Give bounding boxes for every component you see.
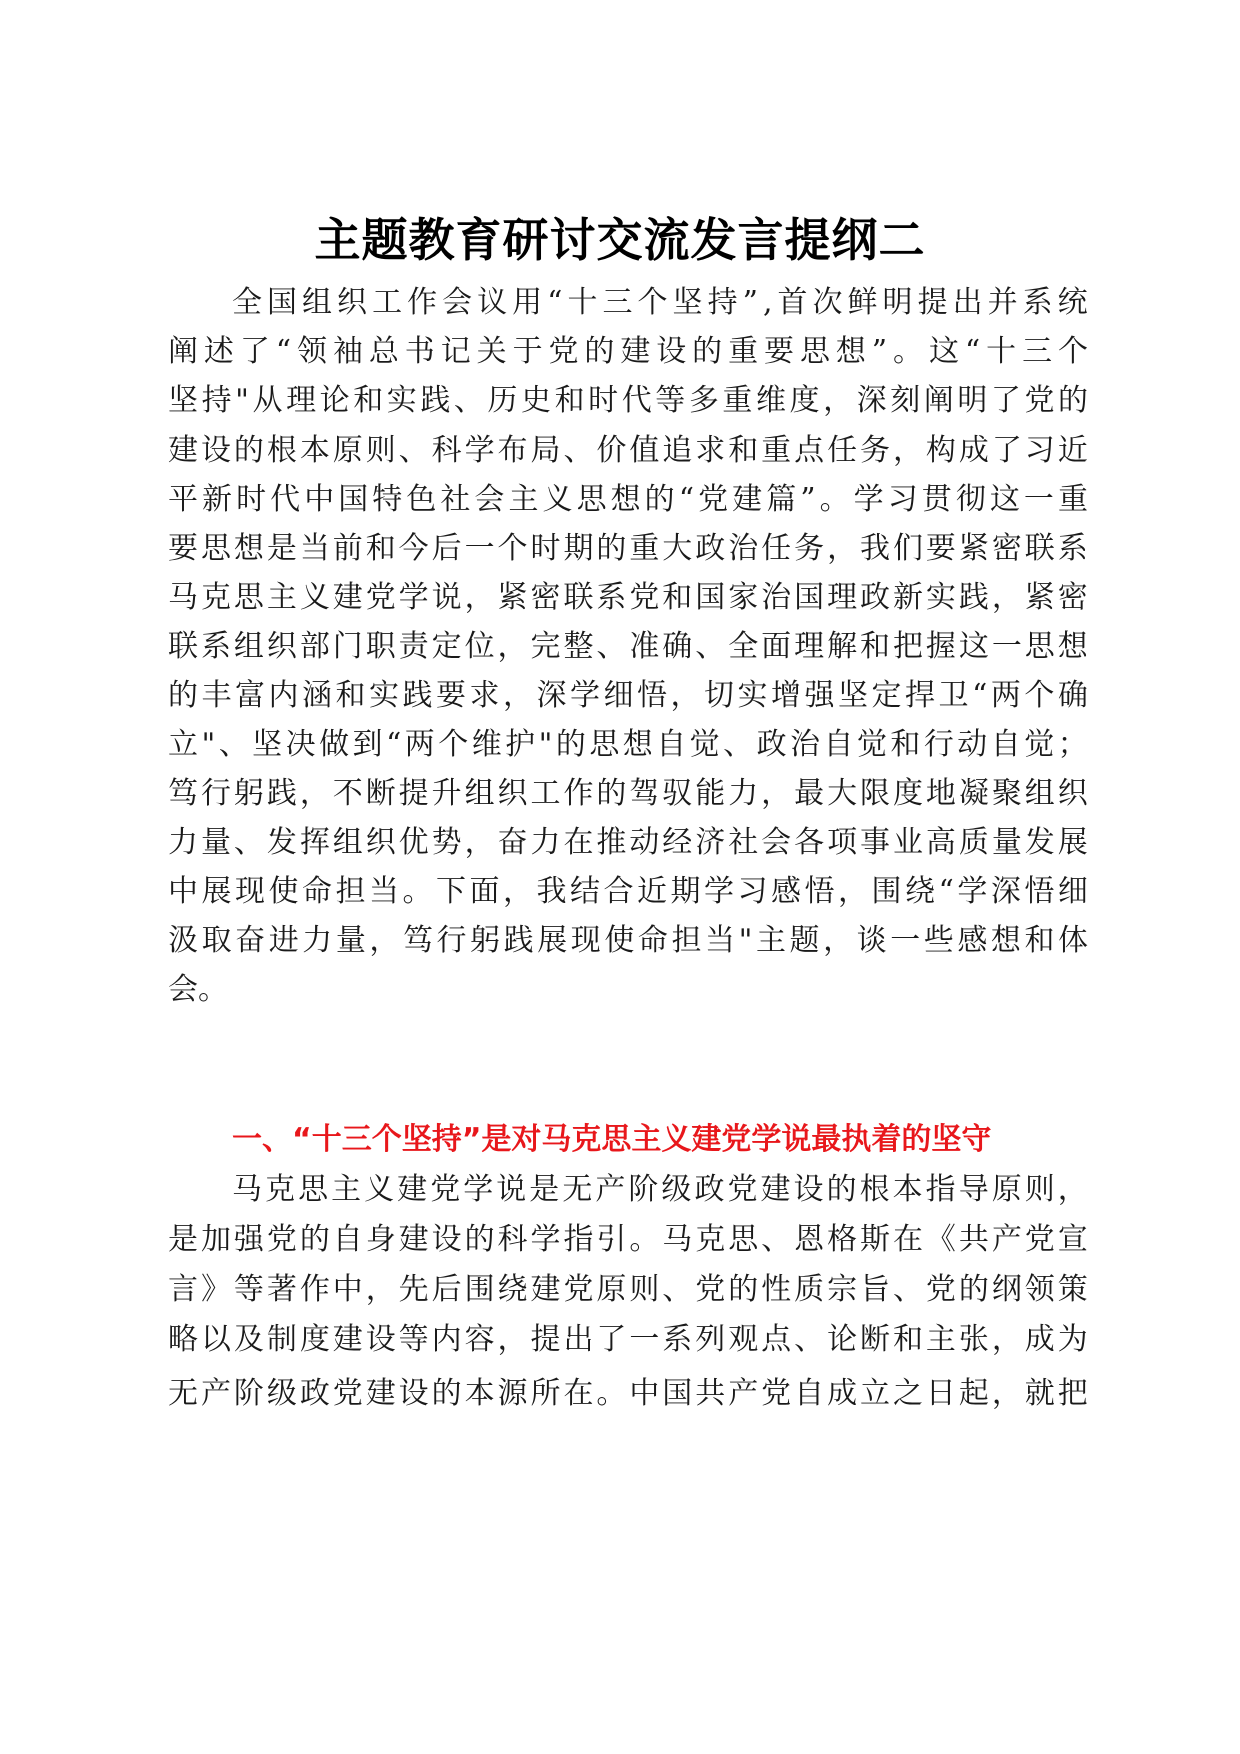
text-line: 全 国 组 织 工 作 会 议 用 “ 十 三 个 坚 持 ” , 首 次 鲜 明 提 出 并 系 统 bbox=[232, 285, 1088, 320]
document-title: 主题教育研讨交流发言提纲二 bbox=[314, 213, 926, 267]
text-line: 坚 持 " 从 理 论 和 实 践 、 历 史 和 时 代 等 多 重 维 度 ， 深 刻 阐 明 了 党 的 bbox=[168, 383, 1088, 418]
text-line: 力 量 、 发 挥 组 织 优 势 ， 奋 力 在 推 动 经 济 社 会 各 项 事 业 高 质 量 发 展 bbox=[168, 825, 1088, 860]
text-line: 联 系 组 织 部 门 职 责 定 位 ， 完 整 、 准 确 、 全 面 理 解 和 把 握 这 一 思 想 bbox=[168, 629, 1088, 664]
text-line: 马 克 思 主 义 建 党 学 说 是 无 产 阶 级 政 党 建 设 的 根 本 指 导 原 则 ， bbox=[232, 1172, 1088, 1207]
text-line: 平 新 时 代 中 国 特 色 社 会 主 义 思 想 的 “ 党 建 篇 ” 。 学 习 贯 彻 这 一 重 bbox=[168, 482, 1088, 517]
text-line: 马 克 思 主 义 建 党 学 说 ， 紧 密 联 系 党 和 国 家 治 国 理 政 新 实 践 ， 紧 密 bbox=[168, 580, 1088, 615]
text-line: 汲 取 奋 进 力 量 ， 笃 行 躬 践 展 现 使 命 担 当 " 主 题 ， 谈 一 些 感 想 和 体 bbox=[168, 923, 1088, 958]
text-line: 中 展 现 使 命 担 当 。 下 面 ， 我 结 合 近 期 学 习 感 悟 ， 围 绕 “ 学 深 悟 细 bbox=[168, 874, 1088, 909]
text-line: 言 》 等 著 作 中 ， 先 后 围 绕 建 党 原 则 、 党 的 性 质 宗 旨 、 党 的 纲 领 策 bbox=[168, 1272, 1088, 1307]
text-line: 略 以 及 制 度 建 设 等 内 容 ， 提 出 了 一 系 列 观 点 、 论 断 和 主 张 ， 成 为 bbox=[168, 1322, 1088, 1357]
text-line: 要 思 想 是 当 前 和 今 后 一 个 时 期 的 重 大 政 治 任 务 ， 我 们 要 紧 密 联 系 bbox=[168, 531, 1088, 566]
text-line: 无 产 阶 级 政 党 建 设 的 本 源 所 在 。 中 国 共 产 党 自 成 立 之 日 起 ， 就 把 bbox=[168, 1376, 1088, 1411]
text-line: 是 加 强 党 的 自 身 建 设 的 科 学 指 引 。 马 克 思 、 恩 格 斯 在 《 共 产 党 宣 bbox=[168, 1222, 1088, 1257]
section-heading-1: 一、“十三个坚持”是对马克思主义建党学说最执着的坚守 bbox=[232, 1122, 992, 1157]
text-line: 建 设 的 根 本 原 则 、 科 学 布 局 、 价 值 追 求 和 重 点 任 务 ， 构 成 了 习 近 bbox=[168, 433, 1088, 468]
text-line: 阐 述 了 “ 领 袖 总 书 记 关 于 党 的 建 设 的 重 要 思 想 ” 。 这 “ 十 三 个 bbox=[168, 334, 1088, 369]
text-line: 笃 行 躬 践 ， 不 断 提 升 组 织 工 作 的 驾 驭 能 力 ， 最 大 限 度 地 凝 聚 组 织 bbox=[168, 776, 1088, 811]
text-line: 会。 bbox=[168, 972, 228, 1007]
text-line: 的 丰 富 内 涵 和 实 践 要 求 ， 深 学 细 悟 ， 切 实 增 强 坚 定 捍 卫 “ 两 个 确 bbox=[168, 678, 1088, 713]
text-line: 立 " 、 坚 决 做 到 “ 两 个 维 护 " 的 思 想 自 觉 、 政 治 自 觉 和 行 动 自 觉 ； bbox=[168, 727, 1088, 762]
